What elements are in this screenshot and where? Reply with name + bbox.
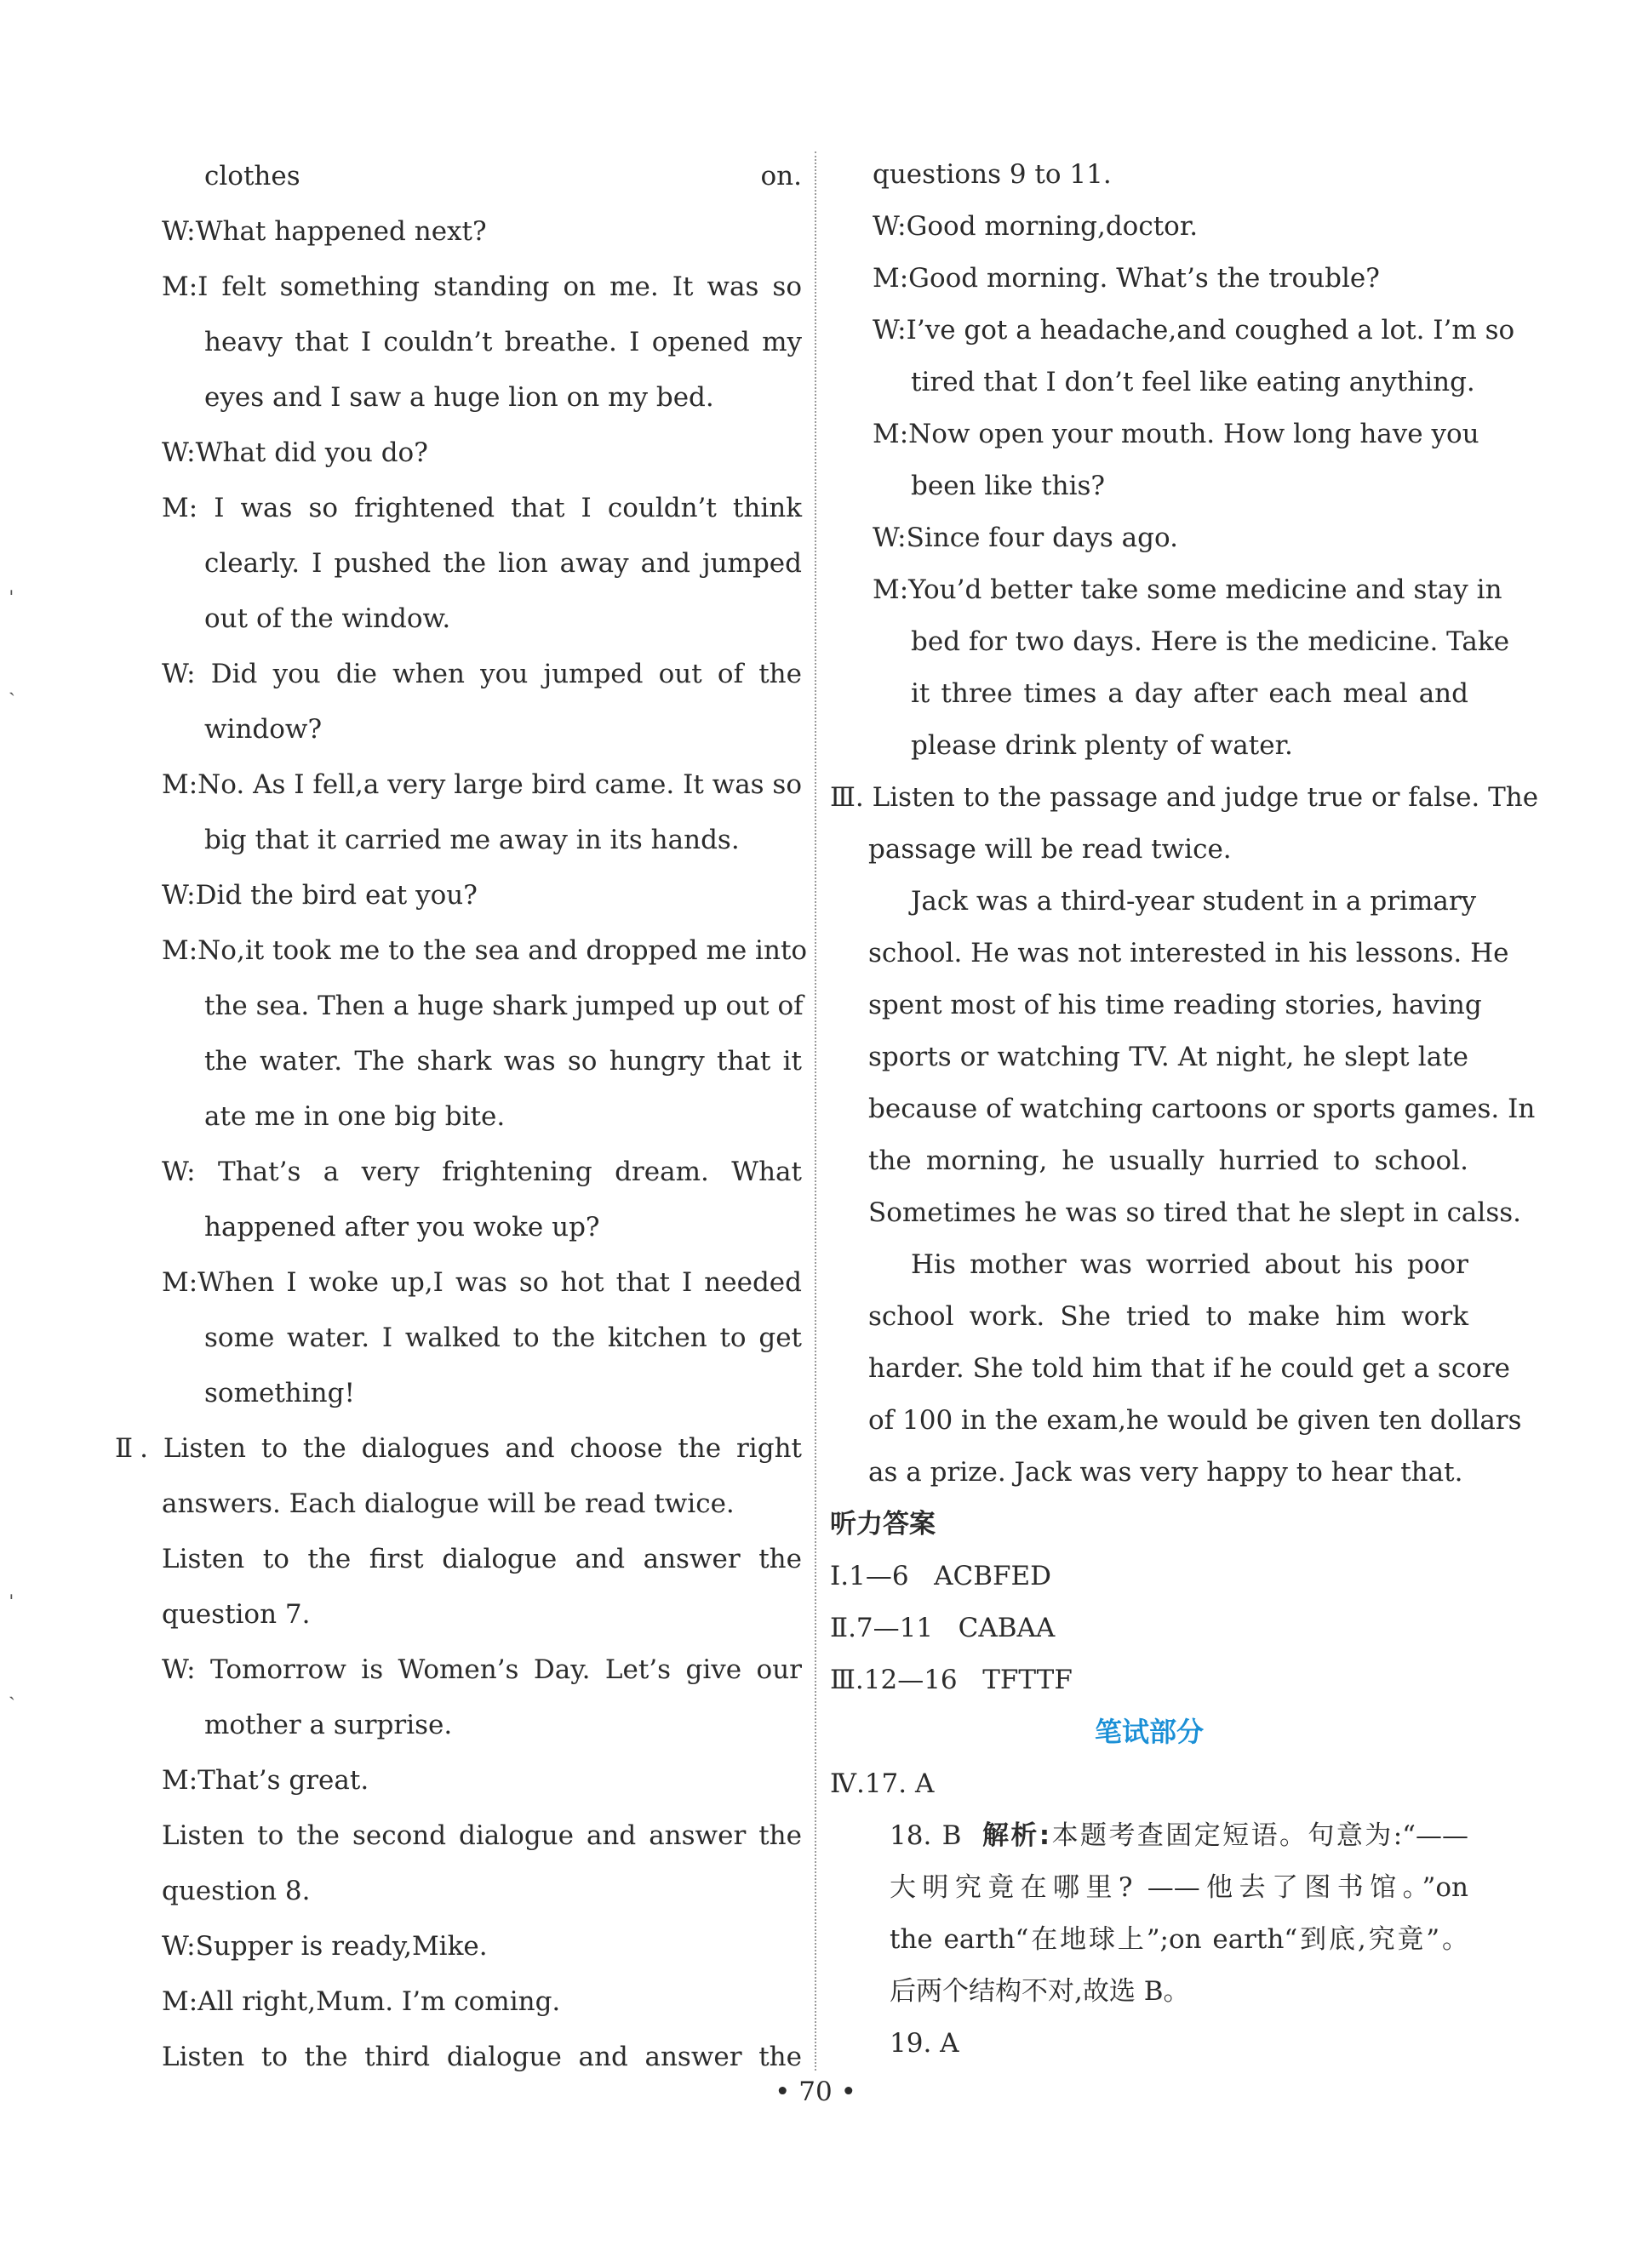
- left-text-line: M: I was so frightened that I couldn’t think: [162, 493, 802, 523]
- left-text-line: mother a surprise.: [204, 1710, 453, 1740]
- left-text-line: W:What happened next?: [162, 216, 487, 247]
- right-text-line: M:Now open your mouth. How long have you: [873, 419, 1479, 449]
- left-text-line: Listen to the second dialogue and answer the: [162, 1820, 802, 1851]
- margin-mark: ˏ: [9, 1677, 15, 1700]
- left-text-line: out of the window.: [204, 603, 451, 634]
- left-text-line: question 7.: [162, 1599, 311, 1630]
- question-18: [830, 1810, 1468, 1862]
- left-text-line: ate me in one big bite.: [204, 1101, 506, 1132]
- left-text-line: big that it carried me away in its hands.: [204, 825, 740, 855]
- right-text-line: M:Good morning. What’s the trouble?: [873, 263, 1380, 294]
- right-text-line: Jack was a third-year student in a primary: [911, 886, 1477, 917]
- written-section-title: 笔试部分: [1094, 1716, 1204, 1748]
- right-text-line: please drink plenty of water.: [911, 730, 1293, 761]
- left-text-line: clothes on.: [204, 161, 802, 191]
- answers-list: [830, 1551, 1468, 1706]
- analysis-text-line-3: the earth“在地球上”;on earth“到底,究竟”。: [890, 1924, 1468, 1955]
- analysis-text-line-2: 大明究竟在哪里? ——他去了图书馆。”on: [890, 1872, 1468, 1903]
- left-text-line: M:No,it took me to the sea and dropped me into: [162, 935, 808, 966]
- left-text-line: window?: [204, 714, 323, 745]
- left-text-line: M:That’s great.: [162, 1765, 369, 1796]
- question-18-label: 18. B: [890, 1820, 962, 1851]
- right-text-line: W:Since four days ago.: [873, 523, 1178, 553]
- analysis-text-line-1: 本题考查固定短语。句意为:“——: [1050, 1820, 1468, 1851]
- right-text-line: spent most of his time reading stories, having: [868, 990, 1482, 1020]
- analysis-text-line-4: 后两个结构不对,故选 B。: [890, 1976, 1190, 2007]
- left-text-line: M:I felt something standing on me. It was so: [162, 271, 802, 302]
- right-text-line: school. He was not interested in his lessons. He: [868, 938, 1509, 968]
- left-text-line: M:No. As I fell,a very large bird came. It was so: [162, 769, 803, 800]
- left-text-line: W:Supper is ready,Mike.: [162, 1931, 488, 1962]
- left-text-line: W: That’s a very frightening dream. What: [162, 1157, 802, 1187]
- margin-mark: ˏ: [9, 672, 15, 696]
- right-text-line: Sometimes he was so tired that he slept in calss.: [868, 1197, 1521, 1228]
- left-text-line: W:What did you do?: [162, 437, 428, 468]
- right-text-line: tired that I don’t feel like eating anything.: [911, 367, 1475, 397]
- right-text-line: sports or watching TV. At night, he slept late: [868, 1042, 1468, 1072]
- left-text-line: clearly. I pushed the lion away and jumped: [204, 548, 802, 579]
- left-text-line: W: Did you die when you jumped out of the: [162, 659, 802, 689]
- right-text-line: it three times a day after each meal and: [911, 678, 1468, 709]
- left-text-line: the sea. Then a huge shark jumped up out of: [204, 991, 804, 1021]
- answer-line: Ⅰ.1—6 ACBFED: [830, 1561, 1051, 1591]
- left-text-line: M:All right,Mum. I’m coming.: [162, 1986, 561, 2017]
- left-text-line: W: Tomorrow is Women’s Day. Let’s give our: [162, 1654, 802, 1685]
- margin-mark: ˈ: [9, 1591, 14, 1615]
- left-text-line: heavy that I couldn’t breathe. I opened my: [204, 327, 802, 357]
- analysis-label: 解析:: [981, 1820, 1050, 1851]
- right-text-line: of 100 in the exam,he would be given ten dollars: [868, 1405, 1522, 1436]
- answer-line: Ⅲ.12—16 TFTTF: [830, 1665, 1073, 1695]
- right-text-line: harder. She told him that if he could get a score: [868, 1353, 1511, 1384]
- left-text-line: W:Did the bird eat you?: [162, 880, 478, 911]
- left-text-line: the water. The shark was so hungry that it: [204, 1046, 802, 1077]
- right-text-line: because of watching cartoons or sports games. In: [868, 1094, 1536, 1124]
- answer-line: Ⅱ.7—11 CABAA: [830, 1613, 1056, 1643]
- right-text-line: questions 9 to 11.: [873, 159, 1112, 190]
- question-19: 19. A: [890, 2028, 959, 2059]
- right-text-line: W:I’ve got a headache,and coughed a lot. I’m so: [873, 315, 1515, 346]
- left-text-line: question 8.: [162, 1876, 311, 1906]
- right-text-line: school work. She tried to make him work: [868, 1301, 1468, 1332]
- right-text-line: bed for two days. Here is the medicine. Take: [911, 626, 1510, 657]
- right-text-line: Ⅲ. Listen to the passage and judge true or false. The: [830, 782, 1539, 813]
- left-text-line: something!: [204, 1378, 355, 1408]
- right-text-line: His mother was worried about his poor: [911, 1249, 1468, 1280]
- right-text-line: M:You’d better take some medicine and stay in: [873, 574, 1502, 605]
- left-text-line: M:When I woke up,I was so hot that I needed: [162, 1267, 802, 1298]
- left-text-line: Ⅱ. Listen to the dialogues and choose the right: [115, 1433, 802, 1464]
- left-text-line: answers. Each dialogue will be read twice.: [162, 1488, 735, 1519]
- left-text-line: some water. I walked to the kitchen to get: [204, 1323, 802, 1353]
- column-divider: [815, 151, 816, 2071]
- left-text-line: happened after you woke up?: [204, 1212, 600, 1243]
- right-text-line: the morning, he usually hurried to school.: [868, 1145, 1468, 1176]
- page-number: • 70 •: [775, 2077, 856, 2107]
- margin-mark: ˈ: [9, 587, 14, 611]
- answers-heading: 听力答案: [830, 1509, 936, 1540]
- right-text-line: been like this?: [911, 471, 1106, 501]
- right-text-line: W:Good morning,doctor.: [873, 211, 1199, 242]
- left-text-line: Listen to the third dialogue and answer the: [162, 2042, 802, 2072]
- left-column: [115, 149, 808, 2085]
- right-text-line: as a prize. Jack was very happy to hear that.: [868, 1457, 1463, 1488]
- right-column-text: [830, 149, 1539, 1499]
- left-text-line: eyes and I saw a huge lion on my bed.: [204, 382, 714, 413]
- right-text-line: passage will be read twice.: [868, 834, 1232, 865]
- question-17: Ⅳ.17. A: [830, 1768, 935, 1799]
- right-column: [830, 149, 1539, 2070]
- left-text-line: Listen to the first dialogue and answer the: [162, 1544, 802, 1574]
